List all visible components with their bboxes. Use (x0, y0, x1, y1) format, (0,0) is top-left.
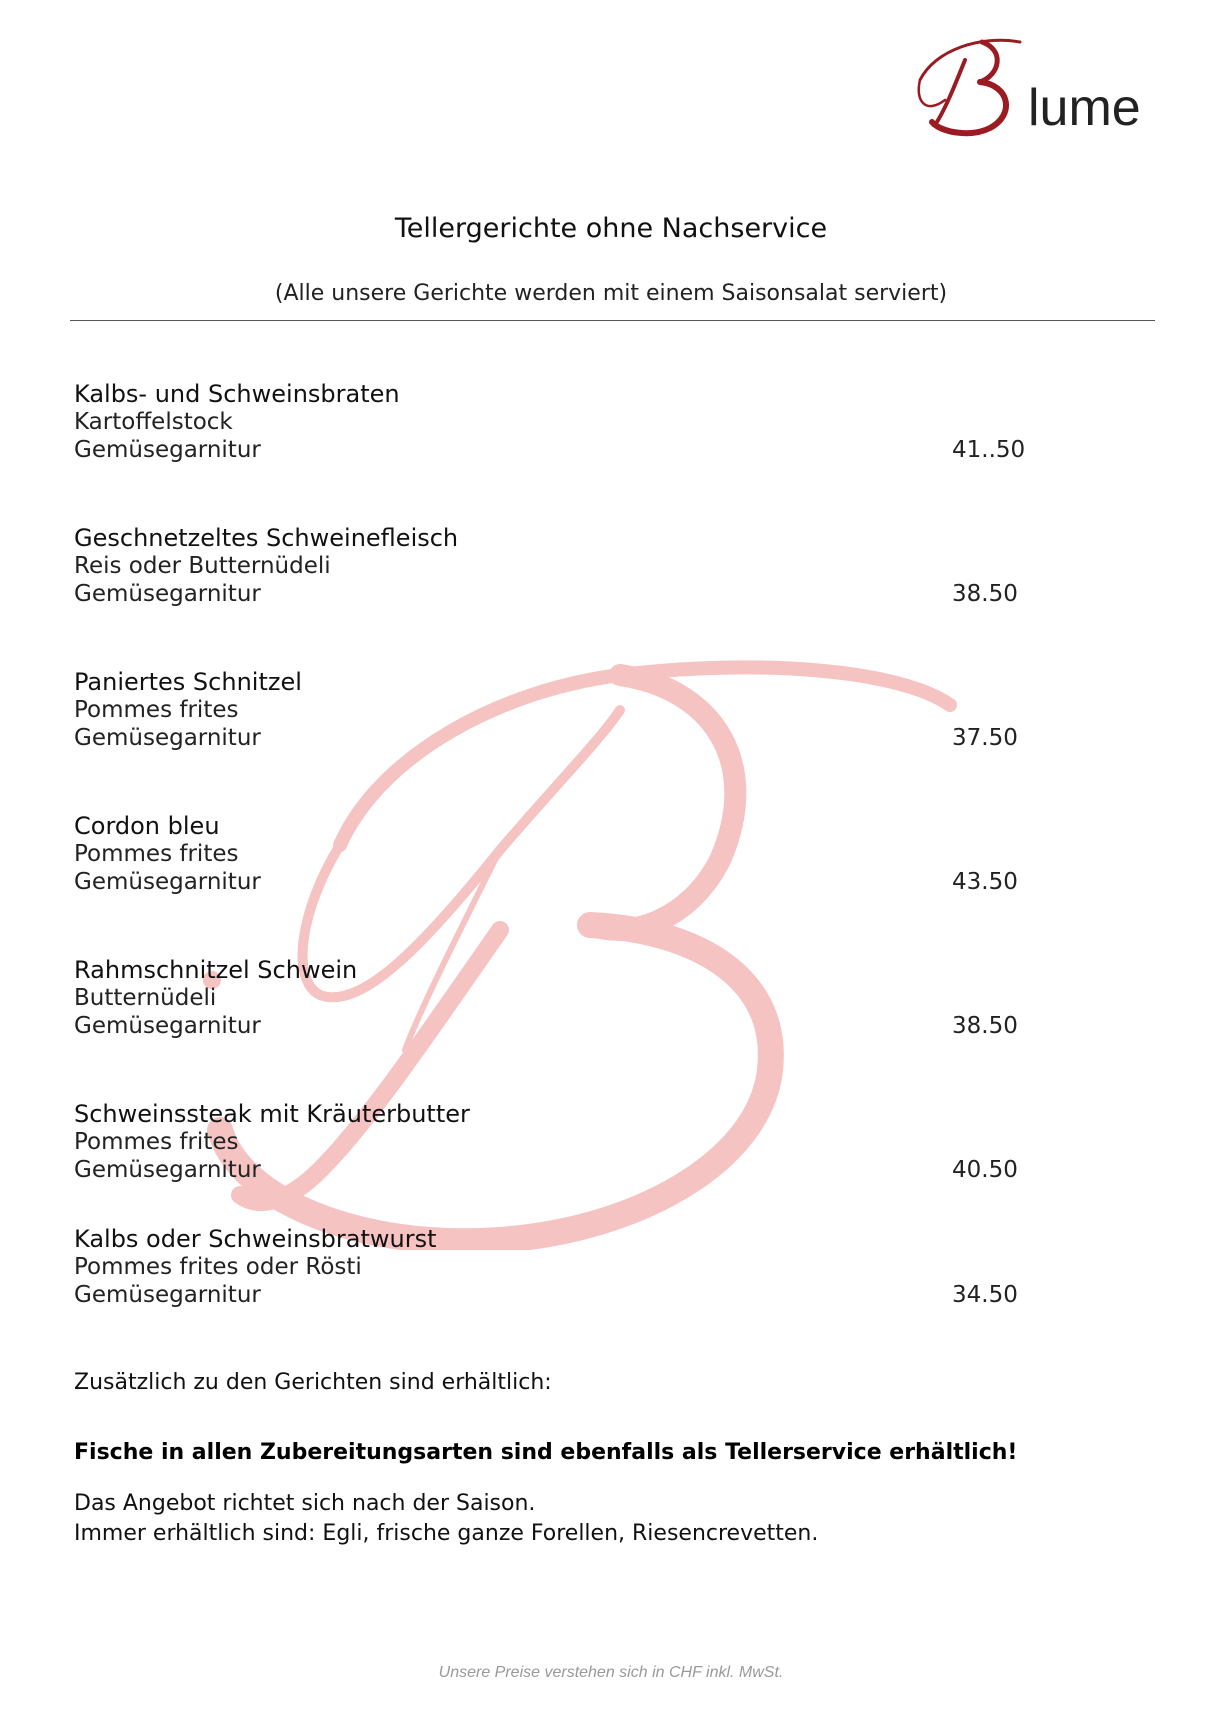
fish-notice: Fische in allen Zubereitungsarten sind ebenfalls als Tellerservice erhältlich! (74, 1440, 1018, 1465)
restaurant-logo (910, 30, 1170, 150)
extras-intro: Zusätzlich zu den Gerichten sind erhältlich: (74, 1370, 552, 1395)
extras-section (74, 1370, 1018, 1546)
title-divider (70, 320, 1155, 321)
dish-name: Schweinssteak mit Kräuterbutter (74, 1100, 470, 1128)
page-subtitle: (Alle unsere Gerichte werden mit einem Saisonsalat serviert) (274, 281, 948, 306)
dish-item (74, 1100, 1024, 1225)
dish-price: 40.50 (952, 1157, 1018, 1183)
dish-price: 43.50 (952, 869, 1018, 895)
dish-side: Reis oder Butternüdeli (74, 553, 331, 579)
dish-name: Rahmschnitzel Schwein (74, 956, 358, 984)
dish-name: Kalbs- und Schweinsbraten (74, 380, 400, 408)
season-note: Das Angebot richtet sich nach der Saison. (74, 1491, 536, 1516)
dish-name: Cordon bleu (74, 812, 220, 840)
dish-price: 41..50 (952, 437, 1026, 463)
dish-item (74, 1225, 1024, 1369)
always-available-note: Immer erhältlich sind: Egli, frische ganze Forellen, Riesencrevetten. (74, 1521, 819, 1546)
dish-garnish: Gemüsegarnitur (74, 1013, 261, 1039)
dish-name: Geschnetzeltes Schweinefleisch (74, 524, 459, 552)
dish-name: Paniertes Schnitzel (74, 668, 302, 696)
price-footnote: Unsere Preise verstehen sich in CHF inkl. MwSt. (438, 1664, 784, 1681)
dish-garnish: Gemüsegarnitur (74, 1157, 261, 1183)
dish-side: Butternüdeli (74, 985, 217, 1011)
dish-garnish: Gemüsegarnitur (74, 725, 261, 751)
dish-item (74, 524, 1024, 668)
dish-side: Pommes frites (74, 841, 239, 867)
dish-item (74, 380, 1024, 524)
dish-garnish: Gemüsegarnitur (74, 869, 261, 895)
dish-item (74, 668, 1024, 812)
dish-price: 34.50 (952, 1282, 1018, 1308)
dish-garnish: Gemüsegarnitur (74, 1282, 261, 1308)
dish-list (74, 380, 1024, 1369)
dish-side: Pommes frites (74, 1129, 239, 1155)
page-title: Tellergerichte ohne Nachservice (394, 213, 828, 244)
dish-garnish: Gemüsegarnitur (74, 437, 261, 463)
dish-item (74, 812, 1024, 956)
dish-side: Pommes frites (74, 697, 239, 723)
dish-price: 38.50 (952, 581, 1018, 607)
dish-side: Kartoffelstock (74, 409, 233, 435)
dish-price: 38.50 (952, 1013, 1018, 1039)
dish-side: Pommes frites oder Rösti (74, 1254, 362, 1280)
logo-wordmark: lume (1028, 79, 1141, 137)
dish-price: 37.50 (952, 725, 1018, 751)
dish-name: Kalbs oder Schweinsbratwurst (74, 1225, 437, 1253)
dish-item (74, 956, 1024, 1100)
dish-garnish: Gemüsegarnitur (74, 581, 261, 607)
script-letter-b-logo-icon (910, 30, 1030, 140)
